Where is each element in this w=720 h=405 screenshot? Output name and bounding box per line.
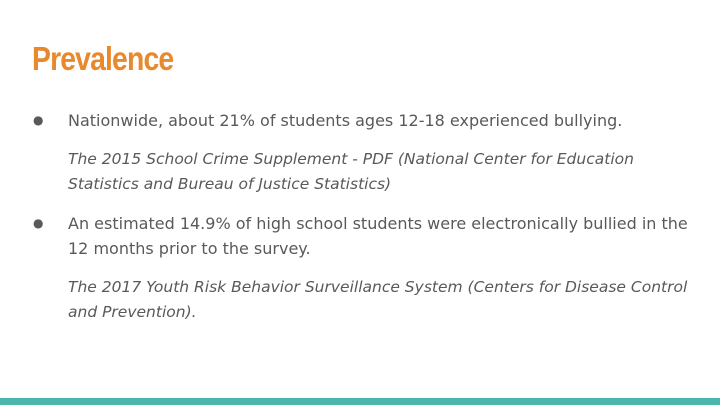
bullet-text: Nationwide, about 21% of students ages 12-18 experienced bullying.	[68, 111, 623, 130]
slide-title: Prevalence	[32, 40, 174, 77]
footer-accent-bar	[0, 398, 720, 405]
bullet-item	[33, 108, 688, 133]
bullet-dot-icon: ●	[33, 113, 44, 127]
bullet-text: An estimated 14.9% of high school students were electronically bullied in the 12 months prior to the survey.	[68, 214, 688, 258]
citation-text: The 2017 Youth Risk Behavior Surveillance System (Centers for Disease Control and Prevention).	[68, 278, 688, 321]
spacer	[33, 197, 688, 211]
bullet-dot-icon: ●	[33, 216, 44, 230]
slide-content	[33, 108, 688, 325]
bullet-item	[33, 211, 688, 261]
citation-text: The 2015 School Crime Supplement - PDF (National Center for Education Statistics and Bureau of Justice Statistics)	[68, 150, 634, 193]
